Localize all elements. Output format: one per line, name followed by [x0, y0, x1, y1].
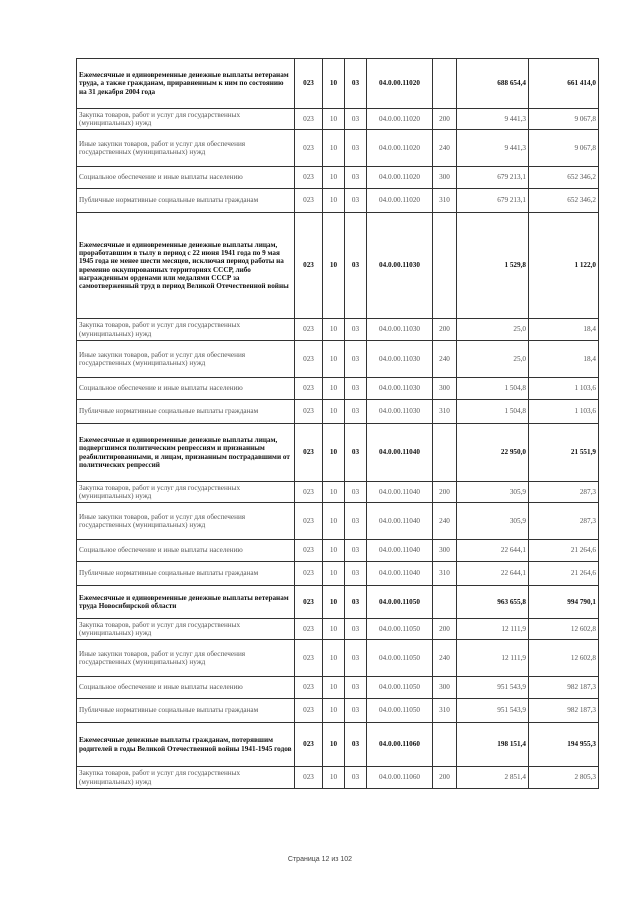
- row-subsection-code: 03: [345, 378, 367, 400]
- table-row: [77, 424, 599, 482]
- row-value-2: 982 187,3: [529, 677, 599, 699]
- row-value-1: 22 950,0: [457, 424, 529, 482]
- row-name: Публичные нормативные социальные выплаты гражданам: [77, 699, 295, 723]
- row-expense-type: 310: [433, 189, 457, 213]
- row-section-code: 10: [323, 400, 345, 424]
- row-value-1: 22 644,1: [457, 540, 529, 562]
- row-target-code: 04.0.00.11040: [367, 482, 433, 503]
- row-expense-type: [433, 424, 457, 482]
- row-ministry-code: 023: [295, 59, 323, 109]
- row-name: Социальное обеспечение и иные выплаты населению: [77, 677, 295, 699]
- row-value-2: 1 122,0: [529, 213, 599, 319]
- row-subsection-code: 03: [345, 167, 367, 189]
- row-target-code: 04.0.00.11030: [367, 400, 433, 424]
- row-name: Публичные нормативные социальные выплаты гражданам: [77, 400, 295, 424]
- table-row: [77, 619, 599, 640]
- row-target-code: 04.0.00.11020: [367, 189, 433, 213]
- table-row: [77, 562, 599, 586]
- row-section-code: 10: [323, 109, 345, 130]
- row-expense-type: 310: [433, 400, 457, 424]
- row-subsection-code: 03: [345, 482, 367, 503]
- row-name: Публичные нормативные социальные выплаты гражданам: [77, 189, 295, 213]
- table-row: [77, 482, 599, 503]
- row-expense-type: [433, 723, 457, 767]
- row-name: Ежемесячные и единовременные денежные выплаты ветеранам труда, а также гражданам, приравненным к ним по состоянию на 31 декабря 2004 года: [77, 59, 295, 109]
- row-target-code: 04.0.00.11020: [367, 59, 433, 109]
- row-ministry-code: 023: [295, 540, 323, 562]
- table-row: [77, 167, 599, 189]
- row-subsection-code: 03: [345, 640, 367, 677]
- row-value-2: 2 805,3: [529, 767, 599, 789]
- row-value-1: 679 213,1: [457, 189, 529, 213]
- row-ministry-code: 023: [295, 130, 323, 167]
- row-subsection-code: 03: [345, 59, 367, 109]
- row-subsection-code: 03: [345, 677, 367, 699]
- row-value-2: 12 602,8: [529, 619, 599, 640]
- row-expense-type: 200: [433, 767, 457, 789]
- row-section-code: 10: [323, 586, 345, 619]
- row-expense-type: 240: [433, 503, 457, 540]
- row-expense-type: 300: [433, 167, 457, 189]
- row-value-1: 2 851,4: [457, 767, 529, 789]
- row-subsection-code: 03: [345, 319, 367, 341]
- row-expense-type: [433, 586, 457, 619]
- table-body: [77, 59, 599, 789]
- row-ministry-code: 023: [295, 482, 323, 503]
- row-value-1: 305,9: [457, 503, 529, 540]
- row-value-2: 194 955,3: [529, 723, 599, 767]
- row-target-code: 04.0.00.11050: [367, 677, 433, 699]
- row-value-2: 287,3: [529, 482, 599, 503]
- table-row: [77, 213, 599, 319]
- row-target-code: 04.0.00.11060: [367, 723, 433, 767]
- row-target-code: 04.0.00.11030: [367, 319, 433, 341]
- table-row: [77, 540, 599, 562]
- row-value-1: 951 543,9: [457, 677, 529, 699]
- row-ministry-code: 023: [295, 562, 323, 586]
- row-subsection-code: 03: [345, 341, 367, 378]
- row-expense-type: 310: [433, 699, 457, 723]
- row-name: Ежемесячные и единовременные денежные выплаты ветеранам труда Новосибирской области: [77, 586, 295, 619]
- table-row: [77, 640, 599, 677]
- row-target-code: 04.0.00.11050: [367, 699, 433, 723]
- table-row: [77, 503, 599, 540]
- row-value-1: 1 504,8: [457, 400, 529, 424]
- row-value-2: 652 346,2: [529, 189, 599, 213]
- row-subsection-code: 03: [345, 503, 367, 540]
- row-target-code: 04.0.00.11030: [367, 378, 433, 400]
- row-expense-type: 300: [433, 677, 457, 699]
- row-value-1: 9 441,3: [457, 109, 529, 130]
- row-value-2: 9 067,8: [529, 109, 599, 130]
- row-ministry-code: 023: [295, 586, 323, 619]
- row-target-code: 04.0.00.11020: [367, 130, 433, 167]
- row-expense-type: 200: [433, 319, 457, 341]
- row-section-code: 10: [323, 723, 345, 767]
- row-expense-type: [433, 213, 457, 319]
- page-footer: [0, 856, 640, 863]
- row-ministry-code: 023: [295, 400, 323, 424]
- page-number-label: Страница 12 из 102: [287, 856, 353, 863]
- table-row: [77, 723, 599, 767]
- row-section-code: 10: [323, 482, 345, 503]
- row-name: Социальное обеспечение и иные выплаты населению: [77, 378, 295, 400]
- row-subsection-code: 03: [345, 213, 367, 319]
- row-value-2: 21 551,9: [529, 424, 599, 482]
- row-target-code: 04.0.00.11030: [367, 213, 433, 319]
- table-row: [77, 400, 599, 424]
- row-value-1: 22 644,1: [457, 562, 529, 586]
- row-name: Публичные нормативные социальные выплаты гражданам: [77, 562, 295, 586]
- table-row: [77, 378, 599, 400]
- row-expense-type: [433, 59, 457, 109]
- row-section-code: 10: [323, 378, 345, 400]
- row-expense-type: 240: [433, 130, 457, 167]
- row-subsection-code: 03: [345, 767, 367, 789]
- row-expense-type: 200: [433, 482, 457, 503]
- row-section-code: 10: [323, 640, 345, 677]
- row-ministry-code: 023: [295, 378, 323, 400]
- row-section-code: 10: [323, 130, 345, 167]
- row-subsection-code: 03: [345, 400, 367, 424]
- row-subsection-code: 03: [345, 723, 367, 767]
- row-value-2: 287,3: [529, 503, 599, 540]
- row-subsection-code: 03: [345, 586, 367, 619]
- row-name: Ежемесячные денежные выплаты гражданам, потерявшим родителей в годы Великой Отечественной войны 1941-1945 годов: [77, 723, 295, 767]
- row-section-code: 10: [323, 503, 345, 540]
- row-value-1: 12 111,9: [457, 619, 529, 640]
- row-expense-type: 310: [433, 562, 457, 586]
- row-value-2: 982 187,3: [529, 699, 599, 723]
- row-section-code: 10: [323, 699, 345, 723]
- row-name: Закупка товаров, работ и услуг для государственных (муниципальных) нужд: [77, 619, 295, 640]
- row-section-code: 10: [323, 189, 345, 213]
- row-subsection-code: 03: [345, 189, 367, 213]
- row-value-1: 305,9: [457, 482, 529, 503]
- row-expense-type: 240: [433, 341, 457, 378]
- row-name: Закупка товаров, работ и услуг для государственных (муниципальных) нужд: [77, 767, 295, 789]
- row-target-code: 04.0.00.11060: [367, 767, 433, 789]
- table-row: [77, 767, 599, 789]
- row-value-1: 679 213,1: [457, 167, 529, 189]
- row-value-1: 688 654,4: [457, 59, 529, 109]
- row-value-1: 951 543,9: [457, 699, 529, 723]
- row-ministry-code: 023: [295, 640, 323, 677]
- row-ministry-code: 023: [295, 213, 323, 319]
- row-ministry-code: 023: [295, 109, 323, 130]
- row-name: Ежемесячные и единовременные денежные выплаты лицам, подвергшимся политическим репрессиям и признанным реабилитированными, и лицам, признанным пострадавшими от политических репрессий: [77, 424, 295, 482]
- row-name: Иные закупки товаров, работ и услуг для обеспечения государственных (муниципальных) нужд: [77, 341, 295, 378]
- row-ministry-code: 023: [295, 723, 323, 767]
- row-name: Закупка товаров, работ и услуг для государственных (муниципальных) нужд: [77, 319, 295, 341]
- row-section-code: 10: [323, 767, 345, 789]
- row-name: Закупка товаров, работ и услуг для государственных (муниципальных) нужд: [77, 109, 295, 130]
- row-section-code: 10: [323, 59, 345, 109]
- row-subsection-code: 03: [345, 699, 367, 723]
- table-row: [77, 59, 599, 109]
- table-row: [77, 341, 599, 378]
- row-value-2: 9 067,8: [529, 130, 599, 167]
- row-value-2: 18,4: [529, 319, 599, 341]
- row-name: Иные закупки товаров, работ и услуг для обеспечения государственных (муниципальных) нужд: [77, 640, 295, 677]
- row-section-code: 10: [323, 341, 345, 378]
- row-ministry-code: 023: [295, 341, 323, 378]
- row-value-1: 1 504,8: [457, 378, 529, 400]
- row-target-code: 04.0.00.11040: [367, 503, 433, 540]
- row-section-code: 10: [323, 167, 345, 189]
- row-section-code: 10: [323, 562, 345, 586]
- table-row: [77, 319, 599, 341]
- row-expense-type: 300: [433, 378, 457, 400]
- row-value-2: 21 264,6: [529, 562, 599, 586]
- row-value-1: 198 151,4: [457, 723, 529, 767]
- row-target-code: 04.0.00.11040: [367, 424, 433, 482]
- row-name: Закупка товаров, работ и услуг для государственных (муниципальных) нужд: [77, 482, 295, 503]
- row-value-2: 661 414,0: [529, 59, 599, 109]
- table-row: [77, 189, 599, 213]
- table-row: [77, 677, 599, 699]
- row-target-code: 04.0.00.11050: [367, 586, 433, 619]
- row-subsection-code: 03: [345, 619, 367, 640]
- table-row: [77, 109, 599, 130]
- row-value-2: 1 103,6: [529, 378, 599, 400]
- row-value-1: 25,0: [457, 319, 529, 341]
- row-ministry-code: 023: [295, 167, 323, 189]
- row-ministry-code: 023: [295, 189, 323, 213]
- row-target-code: 04.0.00.11020: [367, 109, 433, 130]
- row-ministry-code: 023: [295, 767, 323, 789]
- row-ministry-code: 023: [295, 619, 323, 640]
- row-name: Иные закупки товаров, работ и услуг для обеспечения государственных (муниципальных) нужд: [77, 503, 295, 540]
- row-value-1: 12 111,9: [457, 640, 529, 677]
- row-name: Социальное обеспечение и иные выплаты населению: [77, 540, 295, 562]
- row-section-code: 10: [323, 213, 345, 319]
- row-subsection-code: 03: [345, 109, 367, 130]
- table-row: [77, 699, 599, 723]
- row-target-code: 04.0.00.11040: [367, 562, 433, 586]
- row-value-2: 12 602,8: [529, 640, 599, 677]
- row-subsection-code: 03: [345, 562, 367, 586]
- row-target-code: 04.0.00.11030: [367, 341, 433, 378]
- row-section-code: 10: [323, 424, 345, 482]
- row-value-1: 9 441,3: [457, 130, 529, 167]
- row-subsection-code: 03: [345, 540, 367, 562]
- table-row: [77, 130, 599, 167]
- row-section-code: 10: [323, 540, 345, 562]
- row-section-code: 10: [323, 619, 345, 640]
- row-value-2: 18,4: [529, 341, 599, 378]
- row-value-1: 963 655,8: [457, 586, 529, 619]
- row-ministry-code: 023: [295, 319, 323, 341]
- row-target-code: 04.0.00.11050: [367, 640, 433, 677]
- row-subsection-code: 03: [345, 130, 367, 167]
- row-value-1: 1 529,8: [457, 213, 529, 319]
- row-target-code: 04.0.00.11020: [367, 167, 433, 189]
- row-value-2: 1 103,6: [529, 400, 599, 424]
- row-ministry-code: 023: [295, 699, 323, 723]
- table-row: [77, 586, 599, 619]
- row-expense-type: 300: [433, 540, 457, 562]
- row-ministry-code: 023: [295, 503, 323, 540]
- row-target-code: 04.0.00.11040: [367, 540, 433, 562]
- row-value-2: 21 264,6: [529, 540, 599, 562]
- row-target-code: 04.0.00.11050: [367, 619, 433, 640]
- budget-table: [76, 58, 599, 789]
- row-value-2: 652 346,2: [529, 167, 599, 189]
- row-section-code: 10: [323, 319, 345, 341]
- row-name: Иные закупки товаров, работ и услуг для обеспечения государственных (муниципальных) нужд: [77, 130, 295, 167]
- row-name: Ежемесячные и единовременные денежные выплаты лицам, проработавшим в тылу в период с 22 июня 1941 года по 9 мая 1945 года не менее шести месяцев, исключая период работы на временно оккупированных территориях СССР, либо награжденным орденами или медалями СССР за самоотверженный труд в период Великой Отечественной войны: [77, 213, 295, 319]
- row-value-2: 994 790,1: [529, 586, 599, 619]
- row-ministry-code: 023: [295, 677, 323, 699]
- row-expense-type: 240: [433, 640, 457, 677]
- row-subsection-code: 03: [345, 424, 367, 482]
- row-name: Социальное обеспечение и иные выплаты населению: [77, 167, 295, 189]
- row-value-1: 25,0: [457, 341, 529, 378]
- row-ministry-code: 023: [295, 424, 323, 482]
- row-expense-type: 200: [433, 619, 457, 640]
- row-expense-type: 200: [433, 109, 457, 130]
- row-section-code: 10: [323, 677, 345, 699]
